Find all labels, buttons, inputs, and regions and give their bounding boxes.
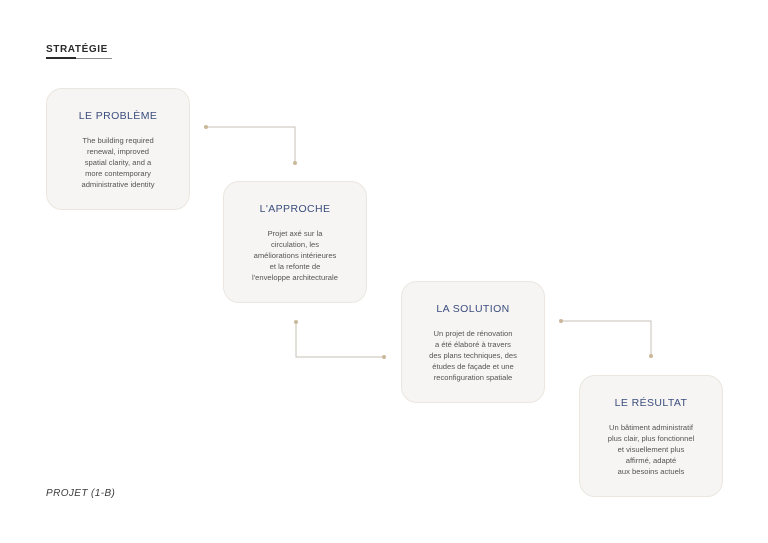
connector-dot <box>382 355 386 359</box>
connector-dot <box>293 161 297 165</box>
step-card-result <box>579 375 723 497</box>
step-description: Projet axé sur la circulation, les améliorations intérieures et la refonte de l'enveloppe architecturale <box>252 229 338 282</box>
section-title: STRATÉGIE <box>46 44 108 55</box>
step-title: LE RÉSULTAT <box>614 397 688 409</box>
step-title: L'APPROCHE <box>259 203 331 215</box>
step-card-approach <box>223 181 367 303</box>
connector-dot <box>559 319 563 323</box>
step-description: The building required renewal, improved spatial clarity, and a more contemporary administrative identity <box>81 136 155 189</box>
step-title: LE PROBLÈME <box>78 110 158 122</box>
connector-dot <box>294 320 298 324</box>
step-card-problem <box>46 88 190 210</box>
connector-dot <box>204 125 208 129</box>
connector-solution-result <box>561 321 651 356</box>
step-card-solution <box>401 281 545 403</box>
step-title: LA SOLUTION <box>436 303 510 315</box>
connector-problem-approach <box>206 127 295 163</box>
step-description: Un projet de rénovation a été élaboré à travers des plans techniques, des études de façade et une reconfiguration spatiale <box>429 329 517 382</box>
connector-approach-solution <box>296 322 384 357</box>
project-label: PROJET (1-B) <box>46 488 116 499</box>
step-description: Un bâtiment administratif plus clair, plus fonctionnel et visuellement plus affirmé, adapté aux besoins actuels <box>607 423 695 476</box>
connector-dot <box>649 354 653 358</box>
